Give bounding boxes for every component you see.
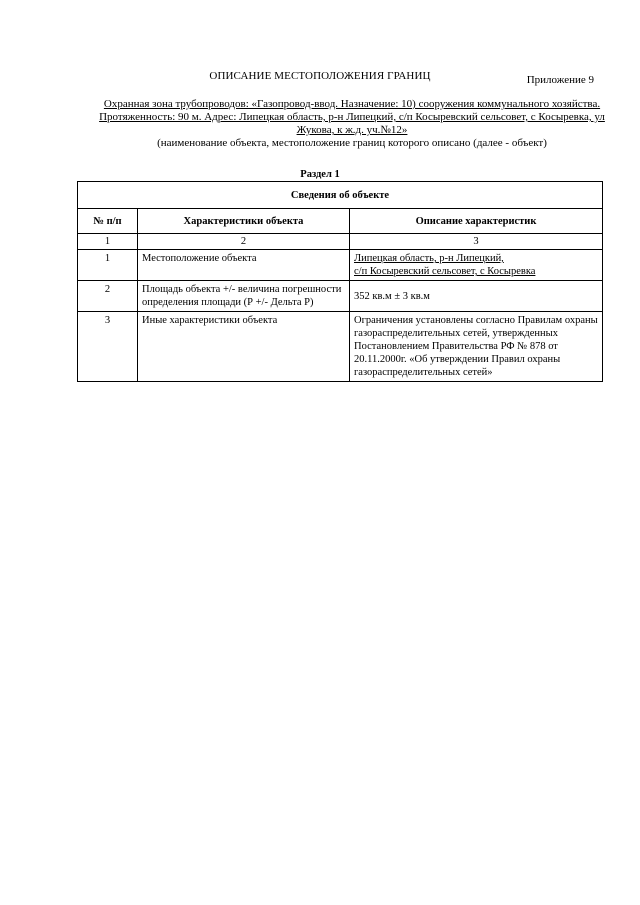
row-characteristic: Иные характеристики объекта bbox=[138, 312, 350, 382]
column-number-row bbox=[78, 234, 603, 250]
row-characteristic: Местоположение объекта bbox=[138, 250, 350, 281]
row-characteristic: Площадь объекта +/- величина погрешности определения площади (Р +/- Дельта Р) bbox=[138, 281, 350, 312]
object-name-block bbox=[92, 98, 612, 150]
appendix-label: Приложение 9 bbox=[526, 74, 594, 86]
column-number: 2 bbox=[138, 234, 350, 250]
object-info-table bbox=[77, 181, 603, 382]
table-row bbox=[78, 312, 603, 382]
row-description: Ограничения установлены согласно Правилам охраны газораспределительных сетей, утвержденных Постановлением Правительства РФ № 878 от 20.11.2000г. «Об утверждении Правил охраны газораспределительных сетей» bbox=[350, 312, 603, 382]
row-num: 1 bbox=[78, 250, 138, 281]
table-row bbox=[78, 250, 603, 281]
table-caption-row bbox=[78, 182, 603, 209]
section-title: Раздел 1 bbox=[300, 169, 340, 180]
row-description-line: Липецкая область, р-н Липецкий, bbox=[354, 253, 504, 264]
column-header-description: Описание характеристик bbox=[350, 209, 603, 234]
object-name-caption: (наименование объекта, местоположение границ которого описано (далее - объект) bbox=[157, 137, 547, 149]
table-header-row bbox=[78, 209, 603, 234]
column-number: 1 bbox=[78, 234, 138, 250]
object-name: Охранная зона трубопроводов: «Газопровод-ввод. Назначение: 10) сооружения коммунального хозяйства. Протяженность: 90 м. Адрес: Липецкая область, р-н Липецкий, с/п Косыревский сельсовет, с Косыревка, ул Жукова, к ж.д. уч.№12» bbox=[99, 98, 605, 136]
column-header-characteristic: Характеристики объекта bbox=[138, 209, 350, 234]
row-num: 3 bbox=[78, 312, 138, 382]
row-description: 352 кв.м ± 3 кв.м bbox=[350, 281, 603, 312]
column-number: 3 bbox=[350, 234, 603, 250]
document-title: ОПИСАНИЕ МЕСТОПОЛОЖЕНИЯ ГРАНИЦ bbox=[209, 70, 431, 82]
row-description-line: с/п Косыревский сельсовет, с Косыревка bbox=[354, 266, 536, 277]
table-caption: Сведения об объекте bbox=[78, 182, 603, 209]
row-num: 2 bbox=[78, 281, 138, 312]
column-header-num: № п/п bbox=[78, 209, 138, 234]
row-description bbox=[350, 250, 603, 281]
table-row bbox=[78, 281, 603, 312]
